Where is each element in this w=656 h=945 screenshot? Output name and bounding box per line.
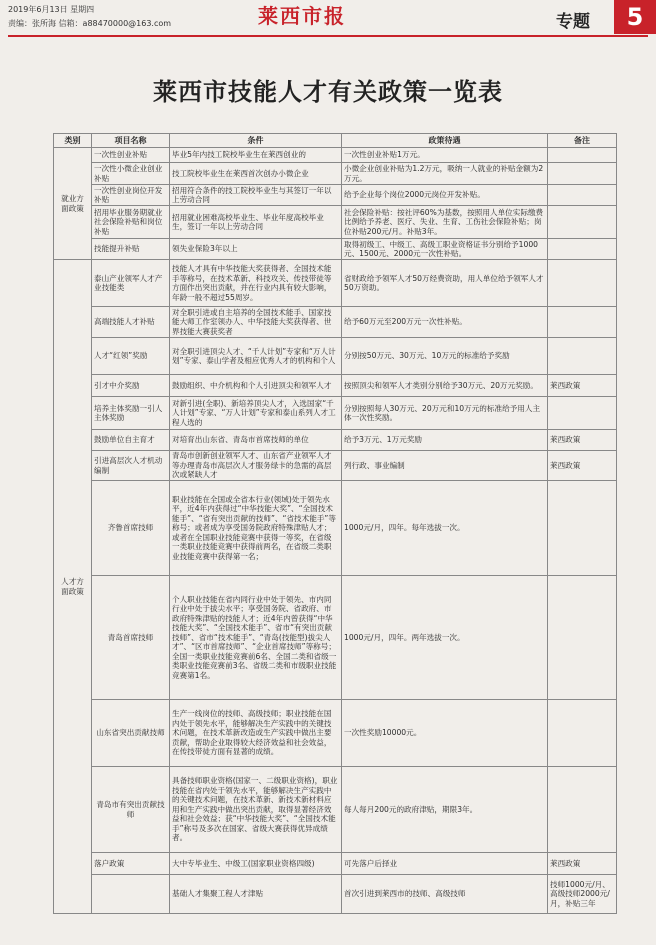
condition-cell: 对全职引进顶尖人才、“千人计划”专家和“万人计划”专家、泰山学者及相应优秀人才的机构和个人 — [170, 338, 342, 375]
project-cell: 基础人才集聚工程人才津贴 — [170, 875, 342, 914]
table-row — [54, 767, 617, 853]
column-header-note: 备注 — [548, 134, 617, 148]
table-row — [54, 375, 617, 397]
issue-date: 2019年6月13日 星期四 — [8, 5, 95, 14]
project-cell: 山东省突出贡献技师 — [92, 700, 170, 767]
column-header-condition: 条件 — [170, 134, 342, 148]
benefit-cell: 一次性创业补贴1万元。 — [342, 148, 548, 163]
note-cell — [548, 700, 617, 767]
benefit-cell: 给予企业每个岗位2000元岗位开发补贴。 — [342, 185, 548, 206]
section-label: 专题 — [556, 12, 590, 32]
table-row — [54, 148, 617, 163]
condition-cell: 毕业5年内技工院校毕业生在莱西创业的 — [170, 148, 342, 163]
column-header-category: 类别 — [54, 134, 92, 148]
condition-cell: 技工院校毕业生在莱西首次创办小微企业 — [170, 163, 342, 185]
note-cell: 莱西政策 — [548, 430, 617, 451]
note-cell — [548, 206, 617, 239]
benefit-cell: 小微企业创业补贴为1.2万元，吸纳一人就业的补贴金额为2万元。 — [342, 163, 548, 185]
table-row — [54, 163, 617, 185]
project-cell: 人才“红领”奖励 — [92, 338, 170, 375]
condition-cell: 首次引进到莱西市的技师、高级技师 — [342, 875, 548, 914]
benefit-cell: 社会保险补贴：按社评60%为基数，按照用人单位实际缴费比例给予养老、医疗、失业、生育、工伤社会保险补贴；岗位补贴200元/月。补贴3年。 — [342, 206, 548, 239]
benefit-cell: 给予60万元至200万元一次性补贴。 — [342, 307, 548, 338]
benefit-cell: 按照顶尖和领军人才类别分别给予30万元、20万元奖励。 — [342, 375, 548, 397]
table-row — [54, 451, 617, 481]
benefit-cell: 列行政、事业编制 — [342, 451, 548, 481]
note-cell: 莱西政策 — [548, 375, 617, 397]
table-row — [54, 307, 617, 338]
note-cell — [548, 148, 617, 163]
note-cell — [548, 576, 617, 700]
project-cell: 招用毕业服务期就业社会保险补贴和岗位补贴 — [92, 206, 170, 239]
project-cell: 青岛首席技师 — [92, 576, 170, 700]
benefit-cell: 分别按照每人30万元、20万元和10万元的标准给予用人主体一次性奖励。 — [342, 397, 548, 430]
masthead-rule — [8, 35, 648, 37]
condition-cell: 青岛市创新创业领军人才、山东省产业领军人才等办理青岛市高层次人才服务绿卡的急需的高层次或紧缺人才 — [170, 451, 342, 481]
column-header-benefit: 政策待遇 — [342, 134, 548, 148]
note-cell: 莱西政策 — [548, 853, 617, 875]
table-row — [54, 260, 617, 307]
note-cell — [548, 338, 617, 375]
condition-cell: 对新引进(全职)、新培养顶尖人才，入选国家“千人计划”专家、“万人计划”专家和泰山系列人才工程人选的 — [170, 397, 342, 430]
project-cell: 鼓励单位自主育才 — [92, 430, 170, 451]
benefit-cell: 取得初级工、中级工、高级工职业资格证书分别给予1000元、1500元、2000元一次性补贴。 — [342, 239, 548, 260]
table-row — [54, 576, 617, 700]
benefit-cell: 每人每月200元的政府津贴，期限3年。 — [342, 767, 548, 853]
project-cell: 培养主体奖励一引人主体奖励 — [92, 397, 170, 430]
project-cell: 引进高层次人才机动编制 — [92, 451, 170, 481]
note-cell — [548, 163, 617, 185]
project-cell: 技能提升补贴 — [92, 239, 170, 260]
benefit-cell: 1000元/月，四年。每年选拔一次。 — [342, 481, 548, 576]
benefit-cell: 省财政给予领军人才50万经费资助，用人单位给予领军人才50万资助。 — [342, 260, 548, 307]
benefit-cell: 分别按50万元、30万元、10万元的标准给予奖励 — [342, 338, 548, 375]
table-row — [54, 430, 617, 451]
condition-cell: 鼓励组织、中介机构和个人引进顶尖和领军人才 — [170, 375, 342, 397]
masthead — [0, 0, 656, 34]
note-cell — [548, 481, 617, 576]
policy-table — [53, 133, 617, 914]
page-number: 5 — [614, 0, 656, 34]
note-cell — [548, 767, 617, 853]
table-row — [54, 481, 617, 576]
condition-cell: 生产一线岗位的技师、高级技师；职业技能在国内处于领先水平，能够解决生产实践中的关键技术问题，在技术革新改造或生产实践中做出主要贡献，帮助企业取得较大经济效益和社会效益，在传技带徒方面有显著的成绩。 — [170, 700, 342, 767]
table-row — [54, 239, 617, 260]
table-row — [54, 206, 617, 239]
note-cell — [548, 239, 617, 260]
benefit-cell: 给予3万元、1万元奖励 — [342, 430, 548, 451]
table-row — [54, 338, 617, 375]
benefit-cell: 一次性奖励10000元。 — [342, 700, 548, 767]
condition-cell: 招用就业困难高校毕业生、毕业年度高校毕业生，签订一年以上劳动合同 — [170, 206, 342, 239]
table-row — [54, 853, 617, 875]
project-cell: 一次性小微企业创业补贴 — [92, 163, 170, 185]
note-cell — [548, 260, 617, 307]
project-cell: 青岛市有突出贡献技师 — [92, 767, 170, 853]
condition-cell: 技能人才具有中华技能大奖获得者、全国技术能手等称号，在技术革新、科技攻关、传技带徒等方面作出突出贡献，并在行业内具有较大影响，年龄一般不超过55周岁。 — [170, 260, 342, 307]
condition-cell: 对全职引进或自主培养的全国技术能手、国家技能大师工作室领办人、中华技能大奖获得者、世界技能大赛获奖者 — [170, 307, 342, 338]
project-cell: 落户政策 — [92, 853, 170, 875]
table-row — [54, 185, 617, 206]
table-row — [54, 875, 617, 914]
condition-cell: 对培育出山东省、青岛市首席技师的单位 — [170, 430, 342, 451]
editor-line: 责编：张所海 信箱：a88470000@163.com — [8, 19, 172, 28]
table-row — [54, 397, 617, 430]
category-cell: 人才方面政策 — [54, 260, 92, 914]
project-cell: 引才中介奖励 — [92, 375, 170, 397]
project-cell: 一次性创业岗位开发补贴 — [92, 185, 170, 206]
note-cell: 莱西政策 — [548, 451, 617, 481]
newspaper-logo: 莱西市报 — [258, 4, 346, 28]
page-title: 莱西市技能人才有关政策一览表 — [153, 77, 503, 106]
column-header-project: 项目名称 — [92, 134, 170, 148]
condition-cell: 大中专毕业生、中级工(国家职业资格四级) — [170, 853, 342, 875]
table-header-row — [54, 134, 617, 148]
table-row — [54, 700, 617, 767]
project-cell: 高端技能人才补贴 — [92, 307, 170, 338]
project-cell: 一次性创业补贴 — [92, 148, 170, 163]
benefit-cell: 1000元/月，四年。两年选拔一次。 — [342, 576, 548, 700]
condition-cell: 职业技能在全国或全省本行业(领域)处于领先水平，近4年内获得过“中华技能大奖”、“全国技术能手”、“省有突出贡献的技师”、“省技术能手”等称号；或者成为享受国务院政府特殊津贴人才；或者在全国职业技能竞赛中获得一等奖，在省级一类职业技能竞赛中获得前两名，在省级二类职业技能竞赛中获得第一名； — [170, 481, 342, 576]
condition-cell: 领失业保险3年以上 — [170, 239, 342, 260]
condition-cell: 招用符合条件的技工院校毕业生与其签订一年以上劳动合同 — [170, 185, 342, 206]
condition-cell: 个人职业技能在省内同行业中处于领先、市内同行业中处于拔尖水平；享受国务院、省政府、市政府特殊津贴的技能人才；近4年内曾获得“中华技能大奖”、“全国技术能手”、省市“有突出贡献技师”、省市“技术能手”、“青岛(技能型)拔尖人才”、“区市首席技师”、“企业首席技师”等称号；全国一类职业技能竞赛前6名、全国二类和省级一类职业技能竞赛前3名、省级二类和市级职业技能竞赛第1名。 — [170, 576, 342, 700]
note-cell — [548, 307, 617, 338]
note-cell — [548, 185, 617, 206]
condition-cell: 具备技师职业资格(国家一、二级职业资格)，职业技能在省内处于领先水平，能够解决生产实践中的关键技术问题，在技术革新、新技术新材料应用和生产实践中做出突出贡献，取得显著经济效益和社会效益；获“中华技能大奖”、“全国技术能手”称号及多次在国家、省级大赛获得优异成绩者。 — [170, 767, 342, 853]
category-cell: 就业方面政策 — [54, 148, 92, 260]
benefit-cell: 技师1000元/月、高级技师2000元/月，补贴三年 — [548, 875, 617, 914]
benefit-cell: 可先落户后择业 — [342, 853, 548, 875]
note-cell — [548, 397, 617, 430]
project-cell: 齐鲁首席技师 — [92, 481, 170, 576]
project-cell: 泰山产业领军人才产业技能类 — [92, 260, 170, 307]
